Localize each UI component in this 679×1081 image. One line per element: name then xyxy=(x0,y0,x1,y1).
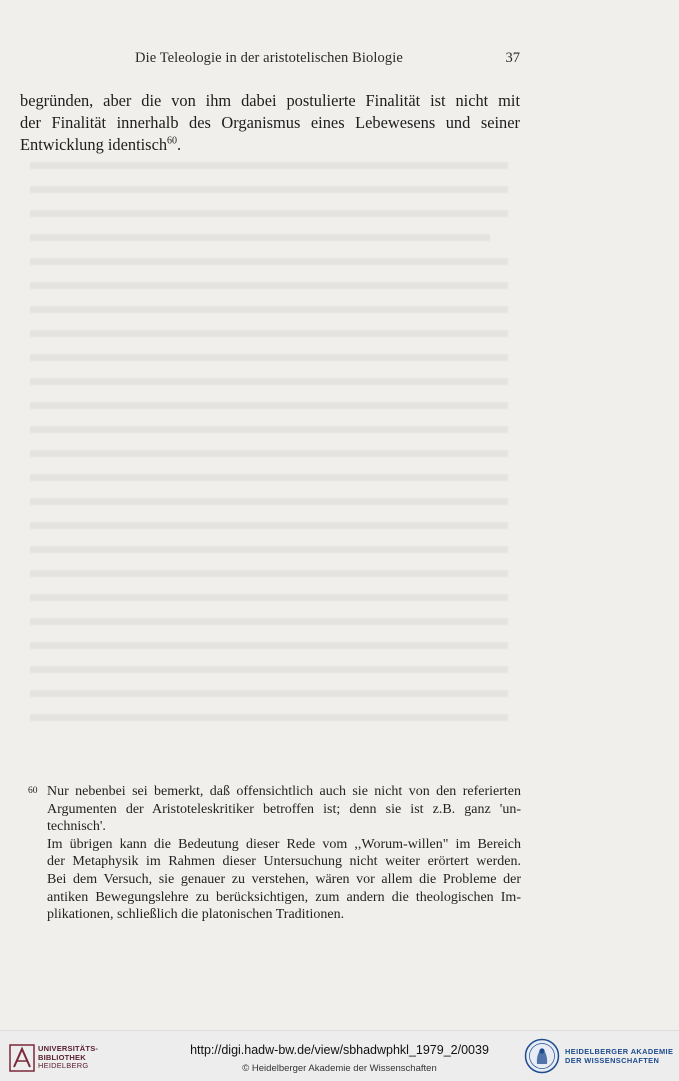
document-url-link[interactable]: http://digi.hadw-bw.de/view/sbhadwphkl_1979_2/0039 xyxy=(190,1043,489,1057)
footnote-line: Im übrigen kann die Bedeutung dieser Rede vom ,,Worum-willen" im Bereich xyxy=(47,836,521,852)
footnote-line: der Metaphysik im Rahmen dieser Untersuchung nicht weiter erörtert werden. xyxy=(47,854,521,870)
footnote-line: Nur nebenbei sei bemerkt, daß offensichtlich auch sie nicht von den referierten xyxy=(47,784,521,799)
academy-name[interactable] xyxy=(565,1047,673,1065)
viewer-footer xyxy=(0,1030,679,1081)
page-header xyxy=(20,48,520,72)
footnote-line: antiken Bewegungslehre zu berücksichtigen, zum andern die theologischen Im- xyxy=(47,889,521,905)
footnote-body xyxy=(47,783,521,924)
academy-name-line: DER WISSENSCHAFTEN xyxy=(565,1056,660,1065)
footnote-reference[interactable]: 60 xyxy=(167,135,178,147)
library-name-line: HEIDELBERG xyxy=(38,1061,89,1070)
main-text xyxy=(20,90,520,156)
footnote-number: 60 xyxy=(28,786,38,796)
academy-name-line: HEIDELBERGER AKADEMIE xyxy=(565,1047,674,1056)
show-through-text xyxy=(30,150,510,757)
library-name-line: BIBLIOTHEK xyxy=(38,1052,86,1062)
library-name-line: UNIVERSITÄTS- xyxy=(38,1044,99,1053)
footnote-line: Bei dem Versuch, sie genauer zu verstehen, wären vor allem die Probleme der xyxy=(47,871,521,887)
end-punctuation: . xyxy=(177,135,182,154)
page-number: 37 xyxy=(505,50,520,66)
footnote xyxy=(28,783,521,924)
copyright-notice: © Heidelberger Akademie der Wissenschaften xyxy=(242,1063,437,1074)
footnote-line: Argumenten der Aristoteleskritiker betroffen ist; denn sie ist z.B. ganz 'un- xyxy=(47,801,521,817)
footnote-line: plikationen, schließlich die platonischen Traditionen. xyxy=(47,907,345,923)
academy-seal-icon[interactable] xyxy=(524,1038,560,1074)
text-line: begründen, aber die von ihm dabei postulierte Finalität ist nicht mit xyxy=(20,91,520,110)
running-head: Die Teleologie in der aristotelischen Biologie xyxy=(135,50,403,66)
text-line: der Finalität innerhalb des Organismus eines Lebewesens und seiner xyxy=(20,113,520,132)
text-line-content: Entwicklung identisch xyxy=(20,135,168,154)
show-through-lines xyxy=(30,150,510,750)
footnote-line: technisch'. xyxy=(47,819,106,835)
text-line xyxy=(20,134,520,156)
